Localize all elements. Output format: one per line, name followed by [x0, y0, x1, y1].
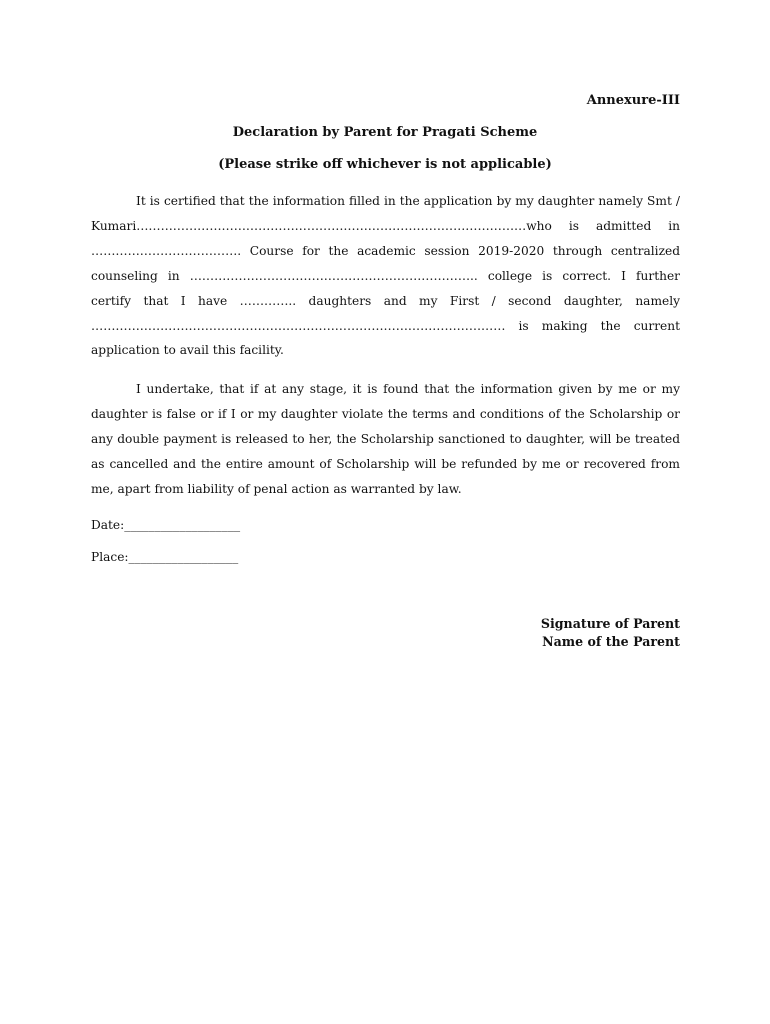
annexure-label: Annexure-III	[586, 93, 680, 108]
paragraph-1-text: It is certified that the information filled in the application by my daughter namely Smt / Kumari……………………………………………………………………………………who is admitted in ………………………………. Course for the academic session 2019-2020 through centralized counseling in …………………………………………………………….. college is correct. I further certify that I have ………….. daughters and my First / second daughter, namely ………………………………………………………………………………………… is making the current application to avail this facility.	[91, 194, 680, 358]
parent-name-label: Name of the Parent	[542, 634, 680, 649]
place-field: Place:__________________	[91, 550, 239, 564]
paragraph-2-text: I undertake, that if at any stage, it is found that the information given by me or my daughter is false or if I or my daughter violate the terms and conditions of the Scholarship or any double payment is released to her, the Scholarship sanctioned to daughter, will be treated as cancelled and the entire amount of Scholarship will be refunded by me or recovered from me, apart from liability of penal action as warranted by law.	[91, 382, 680, 496]
declaration-paragraph-2	[91, 377, 680, 502]
date-field: Date:___________________	[91, 518, 241, 532]
declaration-paragraph-1	[91, 189, 680, 363]
document-title: Declaration by Parent for Pragati Scheme	[232, 125, 538, 140]
signature-label: Signature of Parent	[540, 616, 680, 631]
document-subtitle: (Please strike off whichever is not applicable)	[218, 157, 552, 172]
